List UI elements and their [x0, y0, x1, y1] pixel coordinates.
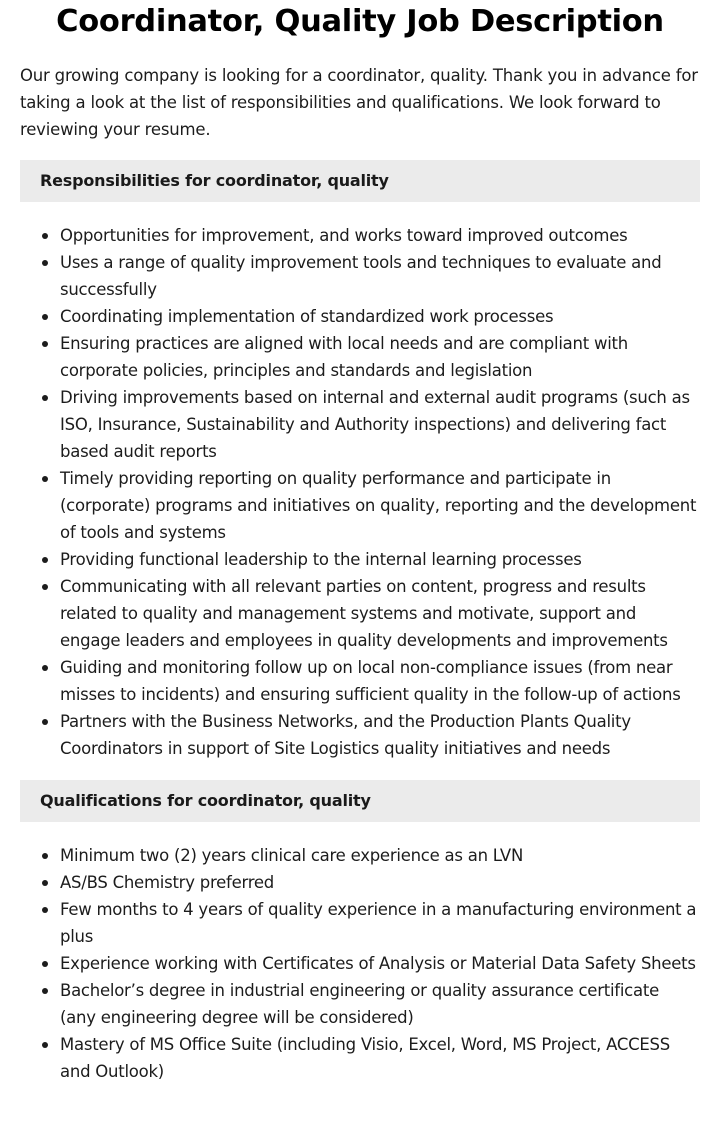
responsibility-item	[20, 708, 700, 762]
bullet-icon	[42, 719, 48, 725]
responsibility-text: Communicating with all relevant parties on content, progress and results related to quality and management systems and motivate, support and engage leaders and employees in quality developments and improvements	[60, 577, 668, 650]
bullet-icon	[42, 314, 48, 320]
responsibility-item	[20, 303, 700, 330]
bullet-icon	[42, 853, 48, 859]
responsibility-item	[20, 546, 700, 573]
bullet-icon	[42, 557, 48, 563]
responsibility-text: Partners with the Business Networks, and the Production Plants Quality Coordinators in support of Site Logistics quality initiatives and needs	[60, 712, 631, 758]
qualification-text: Bachelor’s degree in industrial engineering or quality assurance certificate (any engineering degree will be considered)	[60, 981, 659, 1027]
page-title: Coordinator, Quality Job Description	[56, 4, 664, 39]
responsibilities-list	[20, 222, 700, 762]
bullet-icon	[42, 395, 48, 401]
responsibility-item	[20, 249, 700, 303]
bullet-icon	[42, 665, 48, 671]
qualification-text: Minimum two (2) years clinical care experience as an LVN	[60, 846, 524, 865]
responsibility-text: Providing functional leadership to the internal learning processes	[60, 550, 582, 569]
responsibility-text: Driving improvements based on internal and external audit programs (such as ISO, Insurance, Sustainability and Authority inspections) and delivering fact based audit reports	[60, 388, 690, 461]
responsibility-text: Coordinating implementation of standardized work processes	[60, 307, 554, 326]
qualification-text: AS/BS Chemistry preferred	[60, 873, 275, 892]
qualification-text: Experience working with Certificates of Analysis or Material Data Safety Sheets	[60, 954, 696, 973]
qualification-text: Mastery of MS Office Suite (including Visio, Excel, Word, MS Project, ACCESS and Outlook)	[60, 1035, 671, 1081]
bullet-icon	[42, 584, 48, 590]
responsibility-text: Opportunities for improvement, and works toward improved outcomes	[60, 226, 628, 245]
qualifications-list	[20, 842, 700, 1085]
responsibilities-heading: Responsibilities for coordinator, quality	[20, 160, 700, 202]
qualification-item	[20, 869, 700, 896]
responsibility-text: Timely providing reporting on quality performance and participate in (corporate) programs and initiatives on quality, reporting and the development of tools and systems	[60, 469, 697, 542]
responsibility-text: Uses a range of quality improvement tools and techniques to evaluate and successfully	[60, 253, 662, 299]
responsibility-item	[20, 654, 700, 708]
bullet-icon	[42, 260, 48, 266]
qualification-item	[20, 842, 700, 869]
qualification-item	[20, 1031, 700, 1085]
bullet-icon	[42, 988, 48, 994]
qualifications-heading: Qualifications for coordinator, quality	[20, 780, 700, 822]
qualification-text: Few months to 4 years of quality experience in a manufacturing environment a plus	[60, 900, 697, 946]
responsibility-text: Ensuring practices are aligned with local needs and are compliant with corporate policies, principles and standards and legislation	[60, 334, 628, 380]
bullet-icon	[42, 341, 48, 347]
responsibility-item	[20, 384, 700, 465]
bullet-icon	[42, 907, 48, 913]
responsibility-item	[20, 222, 700, 249]
qualification-item	[20, 977, 700, 1031]
qualification-item	[20, 896, 700, 950]
bullet-icon	[42, 233, 48, 239]
qualification-item	[20, 950, 700, 977]
bullet-icon	[42, 1042, 48, 1048]
bullet-icon	[42, 476, 48, 482]
bullet-icon	[42, 961, 48, 967]
responsibility-item	[20, 573, 700, 654]
responsibility-item	[20, 465, 700, 546]
bullet-icon	[42, 880, 48, 886]
intro-paragraph: Our growing company is looking for a coordinator, quality. Thank you in advance for taking a look at the list of responsibilities and qualifications. We look forward to reviewing your resume.	[20, 66, 698, 139]
responsibility-text: Guiding and monitoring follow up on local non-compliance issues (from near misses to incidents) and ensuring sufficient quality in the follow-up of actions	[60, 658, 681, 704]
responsibility-item	[20, 330, 700, 384]
